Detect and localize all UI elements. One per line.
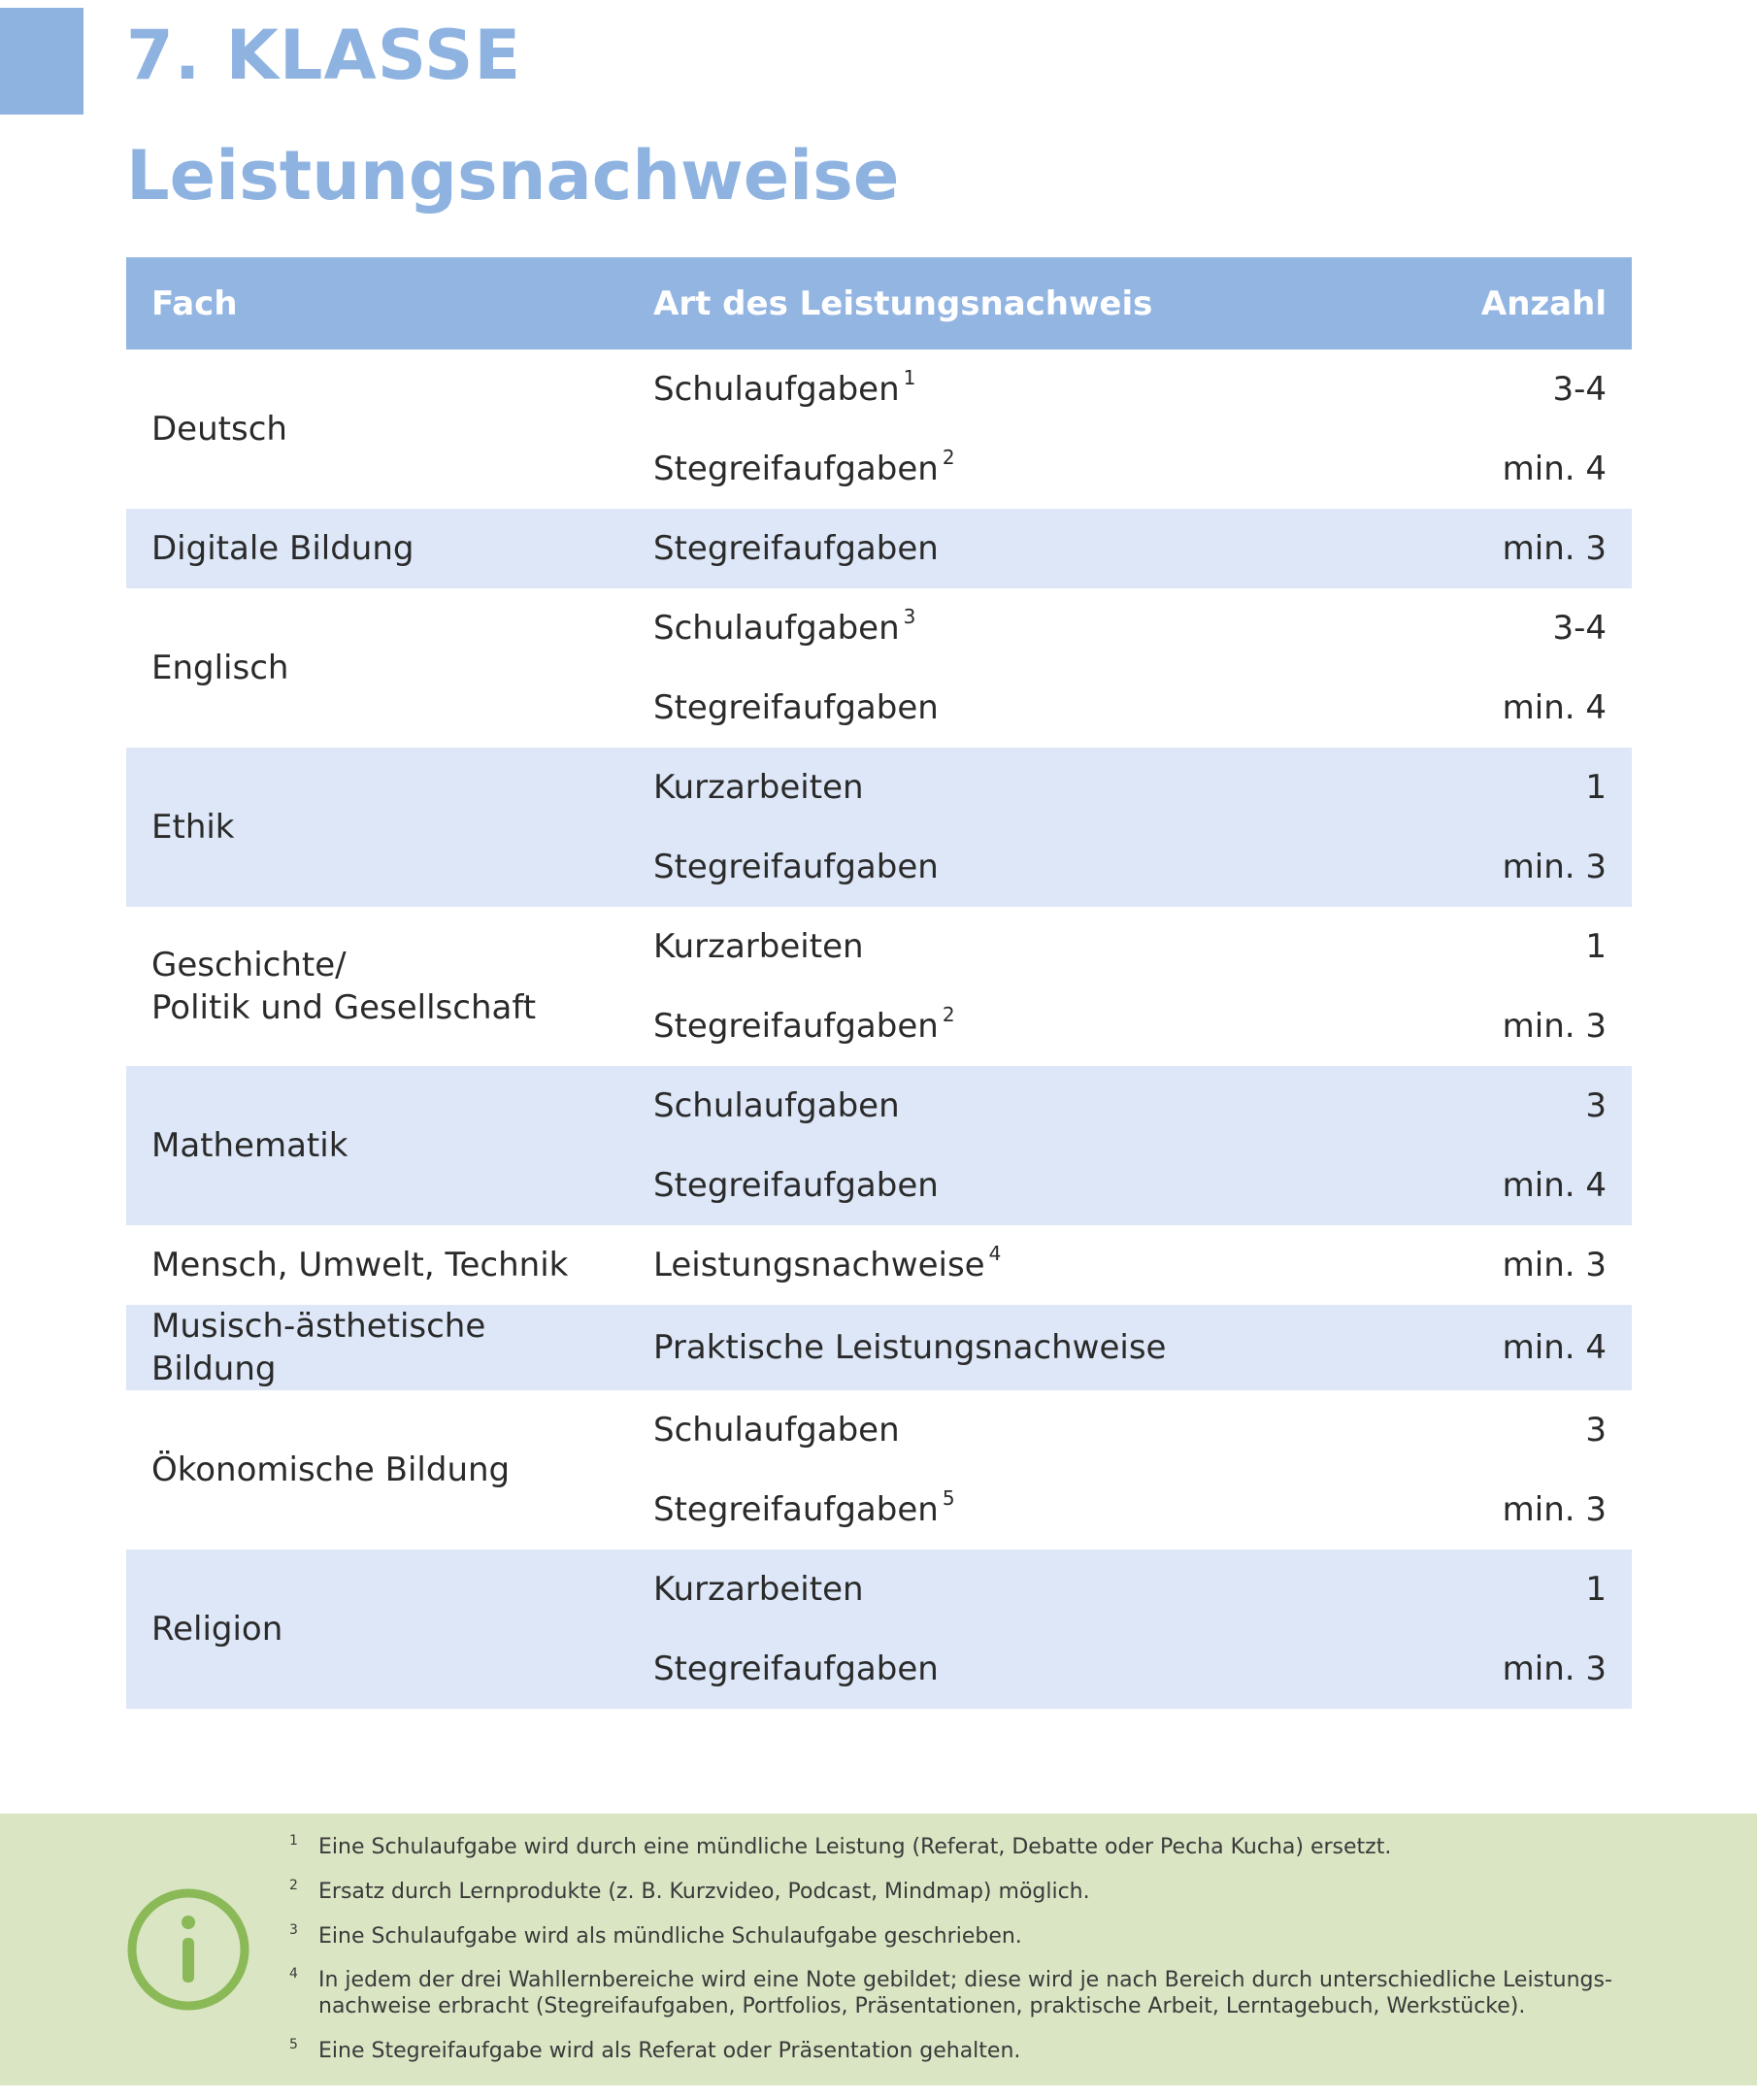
footnote-marker: 5 xyxy=(942,1486,955,1511)
assessment-type-label: Schulaufgaben xyxy=(653,1411,900,1450)
assessment-type-cell xyxy=(628,668,1348,748)
assessment-type-label: Stegreifaufgaben xyxy=(653,450,939,488)
count-cell: 3-4 xyxy=(1552,609,1607,648)
subject-group xyxy=(126,1225,1632,1305)
count-cell: min. 4 xyxy=(1502,688,1607,727)
count-cell: min. 3 xyxy=(1348,1629,1632,1709)
footnote-text: In jedem der drei Wahllernbereiche wird eine Note gebildet; diese wird je nach Bereich durch unterschiedliche Leistungs- nachweise erbracht (Stegreifaufgaben, Portfolios, Präsentationen, praktische Arbeit, Lerntagebuch, Werkstücke). xyxy=(318,1968,1612,2019)
assessment-table xyxy=(126,257,1632,1709)
count-cell: 3 xyxy=(1585,1411,1607,1450)
footnote-marker: 1 xyxy=(903,366,916,389)
table-row xyxy=(126,1225,1632,1305)
assessment-type-label: Stegreifaufgaben xyxy=(653,1007,939,1046)
column-header-subject: Fach xyxy=(126,257,628,350)
subject-cell: Religion xyxy=(126,1550,628,1709)
assessment-type-cell xyxy=(628,1225,1348,1305)
footnote-number: 4 xyxy=(289,1966,298,1983)
column-header-count: Anzahl xyxy=(1348,257,1632,350)
footnote-number: 1 xyxy=(289,1833,298,1849)
assessment-type-cell xyxy=(628,1550,1348,1629)
table-row xyxy=(126,1066,1632,1146)
table-row xyxy=(126,1390,1632,1470)
assessment-type-cell xyxy=(628,748,1348,827)
subject-cell: Geschichte/ Politik und Gesellschaft xyxy=(151,945,537,1027)
assessment-type-cell xyxy=(628,1146,1348,1225)
table-header-row xyxy=(126,257,1632,350)
assessment-type-label: Kurzarbeiten xyxy=(653,768,864,807)
table-row xyxy=(126,350,1632,429)
assessment-type-label: Stegreifaufgaben xyxy=(653,1166,939,1205)
footnote-marker: 2 xyxy=(942,1003,955,1026)
footnote-text: Eine Schulaufgabe wird als mündliche Schulaufgabe geschrieben. xyxy=(318,1923,1022,1949)
assessment-type-cell xyxy=(628,1066,1348,1146)
footnote-item xyxy=(289,1835,1629,1861)
count-cell: 3-4 xyxy=(1552,370,1607,409)
assessment-type-cell xyxy=(628,986,1348,1066)
subject-cell: Ökonomische Bildung xyxy=(151,1450,511,1490)
subject-group xyxy=(126,907,1632,1066)
assessment-type-label: Stegreifaufgaben xyxy=(653,688,939,727)
footnote-marker: 4 xyxy=(988,1242,1002,1265)
count-cell: 1 xyxy=(1348,1550,1632,1629)
assessment-type-label: Leistungsnachweise xyxy=(653,1246,985,1284)
count-cell: 1 xyxy=(1348,748,1632,827)
subject-group xyxy=(126,1390,1632,1550)
subject-group xyxy=(126,588,1632,748)
grade-title: 7. KLASSE xyxy=(126,16,522,95)
count-cell: min. 3 xyxy=(1502,1246,1607,1284)
table-row xyxy=(126,588,1632,668)
table-row xyxy=(126,1305,1632,1390)
count-cell: min. 4 xyxy=(1502,450,1607,488)
subject-group xyxy=(126,350,1632,509)
count-cell: min. 3 xyxy=(1348,827,1632,907)
subject-cell: Mathematik xyxy=(126,1066,628,1225)
subject-cell: Digitale Bildung xyxy=(126,509,628,588)
assessment-type-label: Schulaufgaben xyxy=(653,609,900,648)
footnote-list xyxy=(289,1835,1629,2083)
footnote-item xyxy=(289,2039,1629,2065)
assessment-type-label: Schulaufgaben xyxy=(653,370,900,409)
page-title: Leistungsnachweise xyxy=(126,136,900,216)
count-cell: min. 4 xyxy=(1348,1305,1632,1390)
subject-group xyxy=(126,748,1632,907)
footnote-number: 2 xyxy=(289,1877,298,1893)
footnote-text: Eine Schulaufgabe wird durch eine mündliche Leistung (Referat, Debatte oder Pecha Kucha) ersetzt. xyxy=(318,1835,1392,1859)
assessment-type-cell xyxy=(628,907,1348,986)
subject-cell: Ethik xyxy=(126,748,628,907)
assessment-type-label: Stegreifaufgaben xyxy=(653,1650,939,1689)
assessment-type-cell xyxy=(628,827,1348,907)
assessment-type-cell xyxy=(628,1629,1348,1709)
assessment-type-label: Stegreifaufgaben xyxy=(653,529,939,568)
subject-cell: Deutsch xyxy=(151,409,287,449)
assessment-type-cell xyxy=(628,1305,1348,1390)
assessment-type-cell xyxy=(628,1470,1348,1550)
subject-group xyxy=(126,509,1632,588)
footnote-item xyxy=(289,1921,1629,1950)
subject-group xyxy=(126,1550,1632,1709)
count-cell: 3 xyxy=(1348,1066,1632,1146)
corner-accent-block xyxy=(0,8,83,115)
count-cell: min. 4 xyxy=(1348,1146,1632,1225)
table-row xyxy=(126,907,1632,986)
footnote-panel xyxy=(0,1814,1757,2085)
assessment-type-cell xyxy=(628,350,1348,429)
assessment-type-cell xyxy=(628,429,1348,509)
subject-cell: Musisch-ästhetische Bildung xyxy=(126,1305,628,1390)
footnote-text: Ersatz durch Lernprodukte (z. B. Kurzvideo, Podcast, Mindmap) möglich. xyxy=(318,1879,1090,1904)
footnote-number: 5 xyxy=(289,2037,298,2053)
subject-group xyxy=(126,1305,1632,1390)
assessment-type-cell xyxy=(628,509,1348,588)
footnote-marker: 2 xyxy=(942,446,955,469)
count-cell: min. 3 xyxy=(1502,1490,1607,1530)
footnote-item xyxy=(289,1968,1629,2020)
assessment-type-label: Stegreifaufgaben xyxy=(653,848,939,886)
subject-group xyxy=(126,1066,1632,1225)
assessment-type-label: Kurzarbeiten xyxy=(653,927,864,966)
table-row xyxy=(126,1550,1632,1629)
footnote-marker: 3 xyxy=(903,605,916,628)
column-header-type: Art des Leistungsnachweis xyxy=(628,257,1348,350)
count-cell: min. 3 xyxy=(1348,509,1632,588)
assessment-type-label: Schulaufgaben xyxy=(653,1086,900,1125)
assessment-type-label: Stegreifaufgaben xyxy=(653,1490,939,1530)
subject-cell: Mensch, Umwelt, Technik xyxy=(151,1245,569,1284)
footnote-text: Eine Stegreifaufgabe wird als Referat oder Präsentation gehalten. xyxy=(318,2039,1021,2064)
assessment-type-label: Kurzarbeiten xyxy=(653,1570,864,1610)
table-row xyxy=(126,509,1632,588)
count-cell: 1 xyxy=(1585,927,1607,966)
table-row xyxy=(126,748,1632,827)
count-cell: min. 3 xyxy=(1502,1007,1607,1046)
footnote-number: 3 xyxy=(289,1921,298,1938)
assessment-type-label: Praktische Leistungsnachweise xyxy=(653,1328,1167,1368)
assessment-type-cell xyxy=(628,588,1348,668)
footnote-item xyxy=(289,1877,1629,1906)
subject-cell: Englisch xyxy=(151,648,289,687)
assessment-type-cell xyxy=(628,1390,1348,1470)
info-icon xyxy=(126,1887,250,2012)
